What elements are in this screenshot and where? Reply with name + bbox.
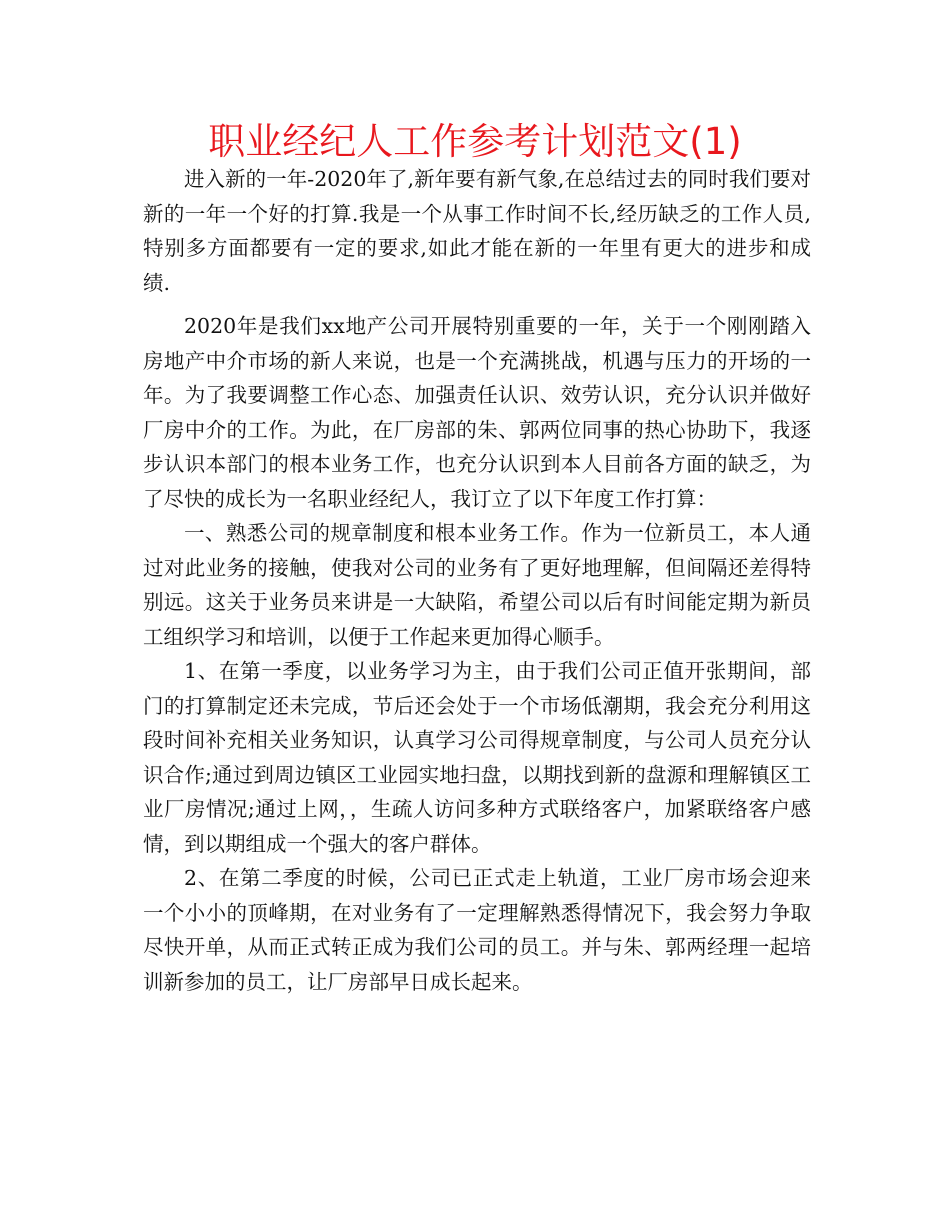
paragraph-section-one: 一、熟悉公司的规章制度和根本业务工作。作为一位新员工，本人通过对此业务的接触，使我对公司的业务有了更好地理解，但间隔还差得特别远。这关于业务员来讲是一大缺陷，希望公司以后有时间能定期为新员工组织学习和培训，以便于工作起来更加得心顺手。	[143, 521, 811, 649]
paragraph-overview: 2020年是我们xx地产公司开展特别重要的一年，关于一个刚刚踏入房地产中介市场的新人来说，也是一个充满挑战，机遇与压力的开场的一年。为了我要调整工作心态、加强责任认识、效劳认识，充分认识并做好厂房中介的工作。为此，在厂房部的朱、郭两位同事的热心协助下，我逐步认识本部门的根本业务工作，也充分认识到本人目前各方面的缺乏，为了尽快的成长为一名职业经纪人，我订立了以下年度工作打算：	[143, 314, 811, 511]
paragraph-first-quarter: 1、在第一季度，以业务学习为主，由于我们公司正值开张期间，部门的打算制定还未完成，节后还会处于一个市场低潮期，我会充分利用这段时间补充相关业务知识，认真学习公司得规章制度，与公司人员充分认识合作;通过到周边镇区工业园实地扫盘，以期找到新的盘源和理解镇区工业厂房情况;通过上网，，生疏人访问多种方式联络客户，加紧联络客户感情，到以期组成一个强大的客户群体。	[143, 659, 811, 856]
paragraph-second-quarter: 2、在第二季度的时候，公司已正式走上轨道，工业厂房市场会迎来一个小小的顶峰期，在对业务有了一定理解熟悉得情况下，我会努力争取尽快开单，从而正式转正成为我们公司的员工。并与朱、郭两经理一起培训新参加的员工，让厂房部早日成长起来。	[143, 866, 811, 994]
document-title: 职业经纪人工作参考计划范文(1)	[208, 120, 742, 163]
document-body	[143, 162, 811, 999]
paragraph-intro: 进入新的一年-2020年了,新年要有新气象,在总结过去的同时我们要对新的一年一个好的打算.我是一个从事工作时间不长,经历缺乏的工作人员,特别多方面都要有一定的要求,如此才能在新的一年里有更大的进步和成绩.	[143, 167, 811, 295]
